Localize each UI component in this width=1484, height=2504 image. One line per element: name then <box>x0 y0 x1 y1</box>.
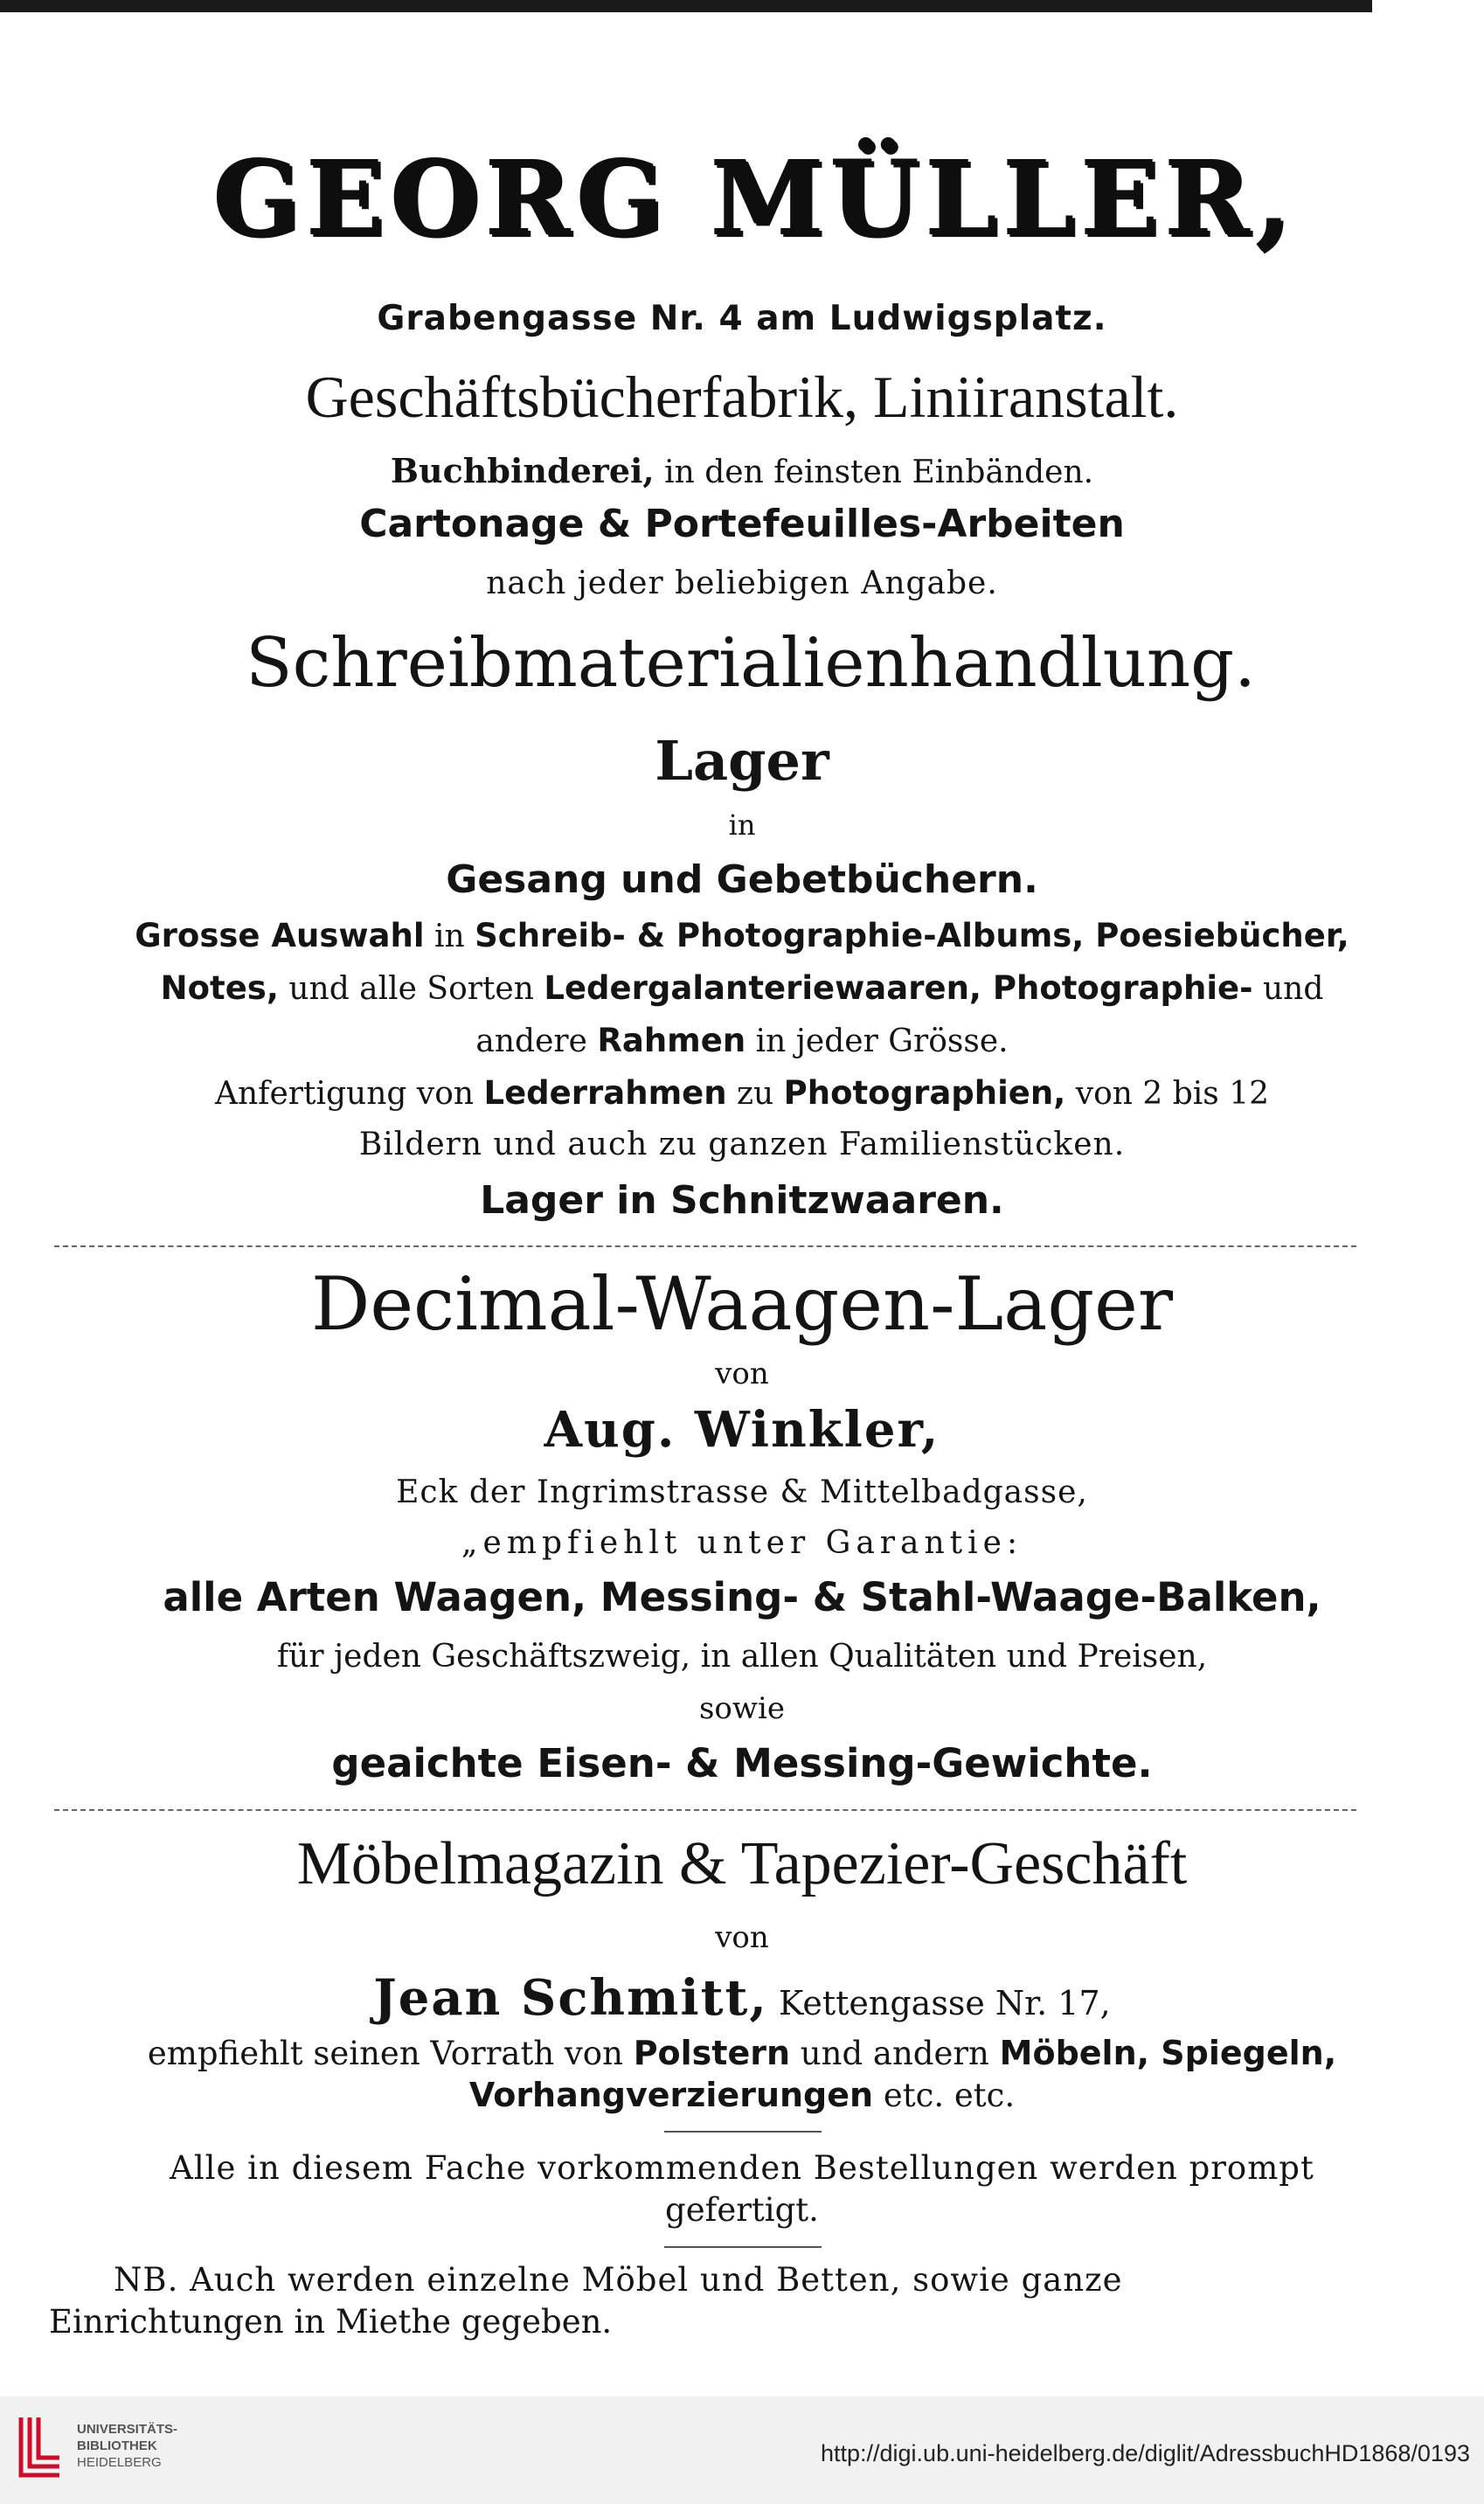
ad-lager: Lager <box>655 729 829 793</box>
furniture-name: Jean Schmitt, <box>373 1969 768 2027</box>
divider-1 <box>54 1245 1356 1247</box>
scales-sowie: sowie <box>698 1691 785 1726</box>
sel1-c: Schreib- & Photographie-Albums, Poesiebücher, <box>475 917 1349 954</box>
rec2-a: Vorhangverzierungen <box>468 2076 874 2114</box>
furniture-nb-line1: NB. Auch werden einzelne Möbel und Betten, sowie ganze <box>114 2261 1123 2299</box>
scales-guarantee: „empfiehlt unter Garantie: <box>461 1525 1023 1561</box>
divider-2 <box>54 1809 1356 1811</box>
ad-selection-line3 <box>0 1024 1484 1058</box>
furniture-nb-line2: Einrichtungen in Miethe gegeben. <box>49 2303 613 2341</box>
ad-cartonage-note: nach jeder beliebigen Angabe. <box>486 565 998 601</box>
scales-qualities: für jeden Geschäftszweig, in allen Qualitäten und Preisen, <box>276 1639 1208 1675</box>
permalink-url[interactable]: http://digi.ub.uni-heidelberg.de/diglit/AdressbuchHD1868/0193 <box>820 2440 1470 2466</box>
furniture-orders-line1: Alle in diesem Fache vorkommenden Bestellungen werden prompt <box>170 2149 1314 2187</box>
bindery-bold: Buchbinderei, <box>390 451 655 490</box>
logo-line-2: BIBLIOTHEK <box>77 2438 157 2453</box>
logo-line-1: UNIVERSITÄTS- <box>77 2422 178 2437</box>
sel3-b: Rahmen <box>597 1022 746 1059</box>
furniture-von: von <box>715 1920 769 1955</box>
footer-bar <box>0 2396 1484 2504</box>
frames1-b: Lederrahmen <box>483 1074 727 1112</box>
ad-frames-line1 <box>0 1074 1484 1112</box>
ad-cartonage: Cartonage & Portefeuilles-Arbeiten <box>359 502 1125 546</box>
ad-in: in <box>728 808 756 842</box>
sel2-a: Notes, <box>160 969 279 1007</box>
scales-von: von <box>715 1356 769 1391</box>
sel2-c: Ledergalanteriewaaren, Photographie- <box>544 969 1253 1007</box>
scales-products: alle Arten Waagen, Messing- & Stahl-Waage-Balken, <box>163 1574 1321 1620</box>
scales-address: Eck der Ingrimstrasse & Mittelbadgasse, <box>396 1474 1088 1510</box>
ad-factory-line: Geschäftsbücherfabrik, Liniiranstalt. <box>305 364 1179 430</box>
scales-weights: geaichte Eisen- & Messing-Gewichte. <box>331 1740 1153 1786</box>
ad-stationery: Schreibmaterialienhandlung. <box>246 624 1256 703</box>
ad-selection-line1 <box>0 919 1484 953</box>
sel1-b: in <box>424 919 475 954</box>
sel1-a: Grosse Auswahl <box>135 917 425 954</box>
sel2-d: und <box>1252 971 1324 1007</box>
ad-carvings: Lager in Schnitzwaaren. <box>480 1178 1004 1223</box>
ad-bindery-line <box>0 451 1484 490</box>
sel3-a: andere <box>475 1023 598 1059</box>
top-border-line <box>0 0 1372 12</box>
ad-frames-line2: Bildern und auch zu ganzen Familienstücken. <box>358 1127 1126 1162</box>
sel3-c: in jeder Grösse. <box>745 1023 1009 1059</box>
rec1-a: empfiehlt seinen Vorrath von <box>147 2035 634 2072</box>
ad-hymnals: Gesang und Gebetbüchern. <box>446 857 1038 902</box>
furniture-name-line <box>0 1969 1484 2027</box>
rec2-b: etc. etc. <box>873 2077 1016 2114</box>
frames1-e: von 2 bis 12 <box>1065 1076 1270 1112</box>
furniture-address: Kettengasse Nr. 17, <box>767 1984 1111 2022</box>
furniture-title: Möbelmagazin & Tapezier-Geschäft <box>296 1830 1188 1897</box>
ub-heidelberg-logo-icon[interactable] <box>16 2414 65 2480</box>
sel2-b: und alle Sorten <box>278 971 544 1007</box>
frames1-a: Anfertigung von <box>214 1076 484 1112</box>
rec1-b: Polstern <box>633 2034 791 2072</box>
divider-short-1 <box>664 2131 822 2133</box>
furniture-recommend-line2 <box>0 2078 1484 2112</box>
ad-title-georg-mueller: GEORG MÜLLER, <box>212 137 1296 259</box>
divider-short-2 <box>664 2246 822 2248</box>
ad-address: Grabengasse Nr. 4 am Ludwigsplatz. <box>377 299 1107 338</box>
logo-line-3: HEIDELBERG <box>77 2455 162 2470</box>
scales-name: Aug. Winkler, <box>544 1401 940 1459</box>
frames1-c: zu <box>726 1076 784 1112</box>
furniture-recommend-line1 <box>0 2036 1484 2070</box>
scales-title: Decimal-Waagen-Lager <box>310 1261 1173 1347</box>
ad-selection-line2 <box>0 969 1484 1007</box>
rec1-c: und andern <box>790 2035 1000 2072</box>
bindery-rest: in den feinsten Einbänden. <box>654 454 1094 490</box>
furniture-orders-line2: gefertigt. <box>665 2191 819 2229</box>
rec1-d: Möbeln, Spiegeln, <box>999 2034 1337 2072</box>
library-name <box>77 2421 177 2471</box>
frames1-d: Photographien, <box>783 1074 1066 1112</box>
